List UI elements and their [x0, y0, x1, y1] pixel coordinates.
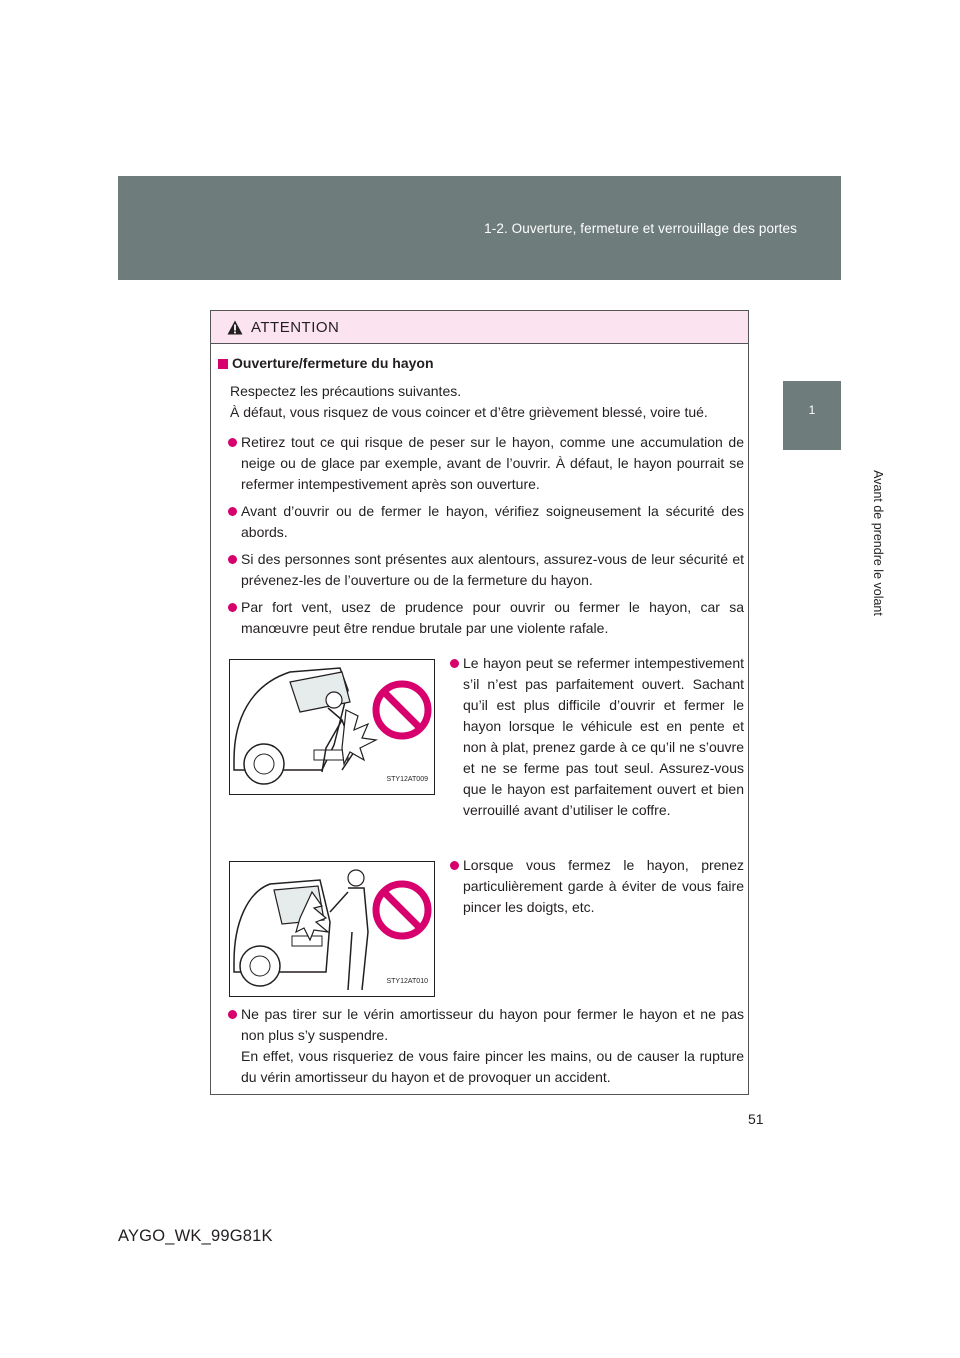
- page-number: 51: [748, 1111, 764, 1127]
- attention-header: [211, 311, 748, 344]
- intro-line-1: Respectez les précautions suivantes.: [230, 383, 462, 399]
- section-title: 1-2. Ouverture, fermeture et verrouillage des portes: [484, 221, 797, 236]
- illustration-tailgate-closing: [229, 861, 435, 997]
- bullet-dot-icon: [450, 659, 459, 668]
- illustration-tailgate-open: [229, 659, 435, 795]
- bullet-dot-icon: [228, 507, 237, 516]
- square-bullet-icon: [218, 359, 228, 369]
- illustration-row-2: [218, 855, 744, 990]
- header-bar: [118, 176, 841, 280]
- chapter-number: 1: [808, 403, 816, 417]
- attention-label: ATTENTION: [251, 318, 340, 336]
- illustration-row-1: [218, 653, 744, 846]
- list-item: Avant d’ouvrir ou de fermer le hayon, vérifiez soigneusement la sécurité des abords.: [218, 501, 744, 543]
- attention-content: [218, 353, 744, 1088]
- precaution-list: [218, 432, 744, 639]
- chapter-tab[interactable]: [783, 381, 841, 450]
- illustration-code: STY12AT010: [386, 978, 428, 985]
- list-item: Si des personnes sont présentes aux alentours, assurez-vous de leur sécurité et prévenez-les de l’ouverture ou de la fermeture du hayon.: [218, 549, 744, 591]
- chapter-title: Avant de prendre le volant: [871, 470, 885, 616]
- illustration-caption-1: [440, 653, 744, 821]
- chapter-title-vertical: [785, 455, 885, 635]
- last-bullet-line-1: Ne pas tirer sur le vérin amortisseur du hayon pour fermer le hayon et ne pas non plus s’y suspendre.: [241, 1006, 744, 1043]
- section-heading: [218, 353, 744, 374]
- list-item: [218, 1004, 744, 1088]
- document-code: AYGO_WK_99G81K: [118, 1227, 273, 1245]
- attention-box: [210, 310, 749, 1095]
- list-item: Retirez tout ce qui risque de peser sur le hayon, comme une accumulation de neige ou de glace par exemple, avant de l’ouvrir. À défaut, le hayon pourrait se refermer intempestivement après son ouverture.: [218, 432, 744, 495]
- bullet-dot-icon: [228, 555, 237, 564]
- illustration-code: STY12AT009: [386, 776, 428, 783]
- bullet-dot-icon: [228, 603, 237, 612]
- intro-line-2: À défaut, vous risquez de vous coincer et d’être grièvement blessé, voire tué.: [230, 404, 708, 420]
- warning-triangle-icon: [227, 320, 243, 335]
- bullet-dot-icon: [228, 1010, 237, 1019]
- list-item: Le hayon peut se refermer intempestivement s’il n’est pas parfaitement ouvert. Sachant qu’il est plus difficile d’ouvrir et fermer le hayon lorsque le véhicule est en pente et non à plat, prenez garde à ce qu’il ne s’ouvre et ne se ferme pas tout seul. Assurez-vous que le hayon est parfaitement ouvert et bien verrouillé avant d’utiliser le coffre.: [440, 653, 744, 821]
- bullet-dot-icon: [450, 861, 459, 870]
- list-item: Par fort vent, usez de prudence pour ouvrir ou fermer le hayon, car sa manœuvre peut être rendue brutale par une violente rafale.: [218, 597, 744, 639]
- list-item: Lorsque vous fermez le hayon, prenez particulièrement garde à éviter de vous faire pincer les doigts, etc.: [440, 855, 744, 918]
- section-heading-text: Ouverture/fermeture du hayon: [232, 355, 434, 371]
- bullet-dot-icon: [228, 438, 237, 447]
- illustration-caption-2: [440, 855, 744, 918]
- last-bullet-line-2: En effet, vous risqueriez de vous faire pincer les mains, ou de causer la rupture du vérin amortisseur du hayon et de provoquer un accident.: [241, 1048, 744, 1085]
